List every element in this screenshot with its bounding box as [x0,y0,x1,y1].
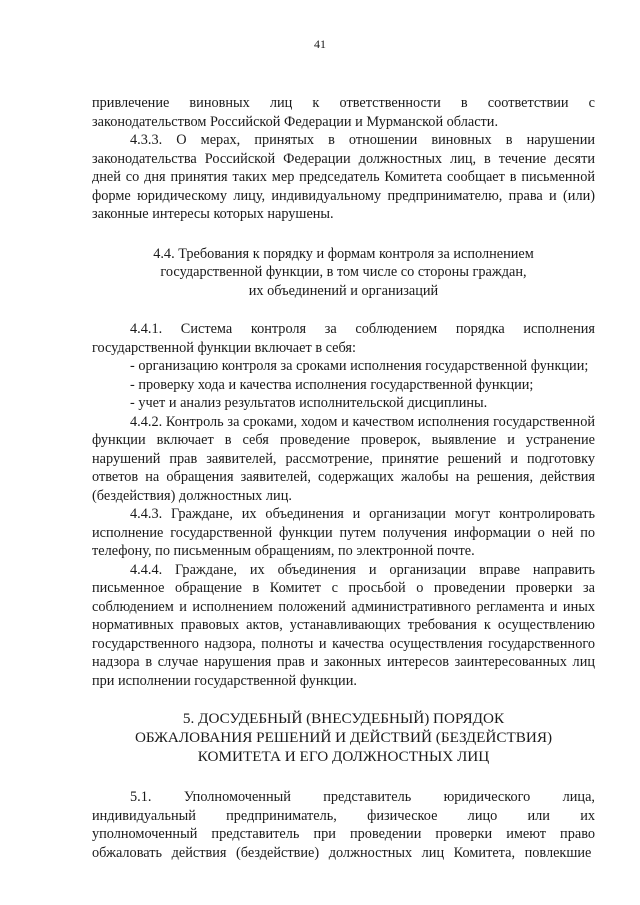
section-5-heading [92,709,595,766]
section-4-4-title-line-3: их объединений и организаций [248,282,439,299]
paragraph-4-4-1: 4.4.1. Система контроля за соблюдением порядка исполнения государственной функции включает в себя: [92,321,595,356]
paragraph-4-4-3: 4.4.3. Граждане, их объединения и организации могут контролировать исполнение государственной функции путем получения информации о ней по телефону, по письменным обращениям, по электронной почте. [92,506,595,559]
page-number: 41 [314,37,326,51]
section-4-4-heading [92,245,595,301]
list-item-check-progress: - проверку хода и качества исполнения государственной функции; [130,376,534,393]
paragraph-4-4-2: 4.4.2. Контроль за сроками, ходом и качеством исполнения государственной функции включает в себя проведение проверок, выявление и устранение нарушений прав заявителей, рассмотрение, принятие решений и подготовку ответов на обращения заявителей, содержащих жалобы на решения, действия (бездействия) должностных лиц. [92,413,595,504]
list-item-accounting-analysis: - учет и анализ результатов исполнительской дисциплины. [130,395,488,411]
section-4-4-title-line-1: 4.4. Требования к порядку и формам контроля за исполнением [153,245,534,262]
section-5-title-line-1: 5. ДОСУДЕБНЫЙ (ВНЕСУДЕБНЫЙ) ПОРЯДОК [182,710,505,727]
paragraph-5-1: 5.1. Уполномоченный представитель юридического лица, индивидуальный предприниматель, физическое лицо или их уполномоченный представитель при проведении проверки имеют право обжаловать действия (бездействие) должностных лиц Комитета, повлекшие [92,789,595,861]
paragraph-4-3-3: 4.3.3. О мерах, принятых в отношении виновных в нарушении законодательства Российской Федерации должностных лиц, в течение десяти дней со дня принятия таких мер председатель Комитета сообщает в письменной форме юридическому лицу, индивидуальному предпринимателю, права и (или) законные интересы которых нарушены. [92,132,595,222]
section-5-title-line-3: КОМИТЕТА И ЕГО ДОЛЖНОСТНЫХ ЛИЦ [197,748,490,765]
section-4-4-title-line-2: государственной функции, в том числе со стороны граждан, [160,264,527,280]
document-body [92,94,595,862]
list-item-control-deadlines: - организацию контроля за сроками исполнения государственной функции; [130,358,589,374]
paragraph-continuation: привлечение виновных лиц к ответственности в соответствии с законодательством Российской Федерации и Мурманской области. [92,95,595,130]
paragraph-4-4-4: 4.4.4. Граждане, их объединения и организации вправе направить письменное обращение в Комитет с просьбой о проведении проверки за соблюдением и исполнением положений административного регламента и иных нормативных правовых актов, устанавливающих требования к осуществлению государственного надзора, полноты и качества осуществления государственного надзора в случае нарушения прав и законных интересов заинтересованных лиц при исполнении государственной функции. [92,561,595,689]
section-5-title-line-2: ОБЖАЛОВАНИЯ РЕШЕНИЙ И ДЕЙСТВИЙ (БЕЗДЕЙСТВИЯ) [134,729,553,746]
